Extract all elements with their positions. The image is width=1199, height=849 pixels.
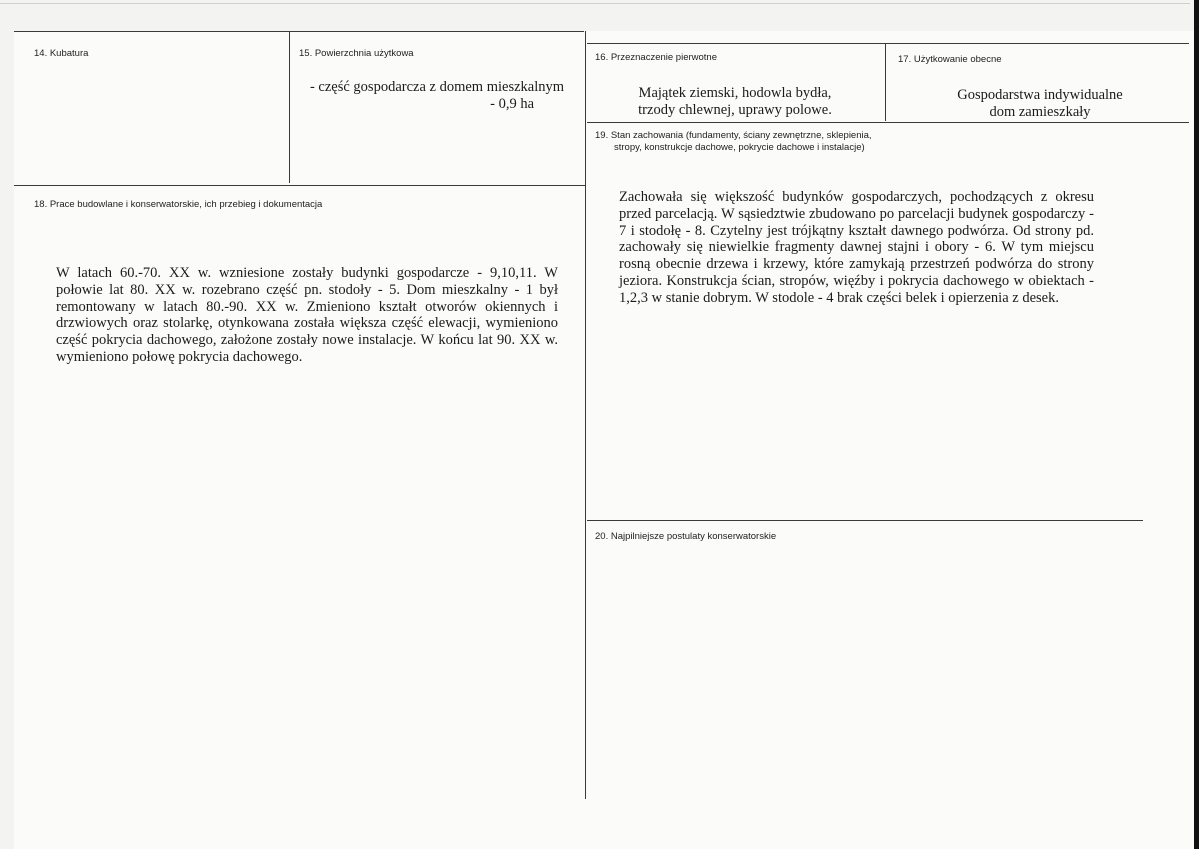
scan-right-edge [1194, 0, 1199, 849]
powierzchnia-value-line1: - część gospodarcza z domem mieszkalnym [309, 79, 565, 95]
stan-label-line1: 19. Stan zachowania (fundamenty, ściany zewnętrzne, sklepienia, [595, 130, 872, 141]
prace-text: W latach 60.-70. XX w. wzniesione zostały budynki gospodarcze - 9,10,11. W połowie lat 80. XX w. rozebrano część pn. stodoły - 5. Dom mieszkalny - 1 był remontowany w latach 80.-90. XX w. Zmieniono kształt otworów okiennych i drzwiowych oraz stolarkę, otynkowana została większa część elewacji, wymieniono część pokrycia dachowego, założone zostały nowe instalacje. W końcu lat 90. XX w. wymieniono połowę pokrycia dachowego. [56, 265, 558, 365]
form-page [14, 31, 1199, 849]
powierzchnia-value-line2: - 0,9 ha [490, 96, 534, 112]
przeznaczenie-value-line1: Majątek ziemski, hodowla bydła, [638, 85, 832, 101]
row-divider-right [587, 122, 1189, 123]
divider-16-17 [885, 43, 886, 121]
przeznaczenie-value-line2: trzody chlewnej, uprawy polowe. [638, 102, 832, 118]
scan-top-edge [0, 3, 1190, 4]
main-vertical-divider [585, 31, 586, 799]
divider-20 [587, 520, 1143, 521]
divider-14-15 [289, 31, 290, 183]
postulaty-label: 20. Najpilniejsze postulaty konserwatorskie [595, 531, 777, 542]
stan-label-line2: stropy, konstrukcje dachowe, pokrycie dachowe i instalacje) [614, 142, 865, 153]
powierzchnia-label: 15. Powierzchnia użytkowa [299, 48, 414, 59]
top-border-right [587, 43, 1189, 44]
row-divider-left [14, 185, 586, 186]
uzytkowanie-value-line1: Gospodarstwa indywidualne [957, 87, 1123, 103]
prace-label: 18. Prace budowlane i konserwatorskie, ich przebieg i dokumentacja [34, 199, 323, 210]
top-border [14, 31, 584, 32]
uzytkowanie-label: 17. Użytkowanie obecne [898, 54, 1002, 65]
stan-text: Zachowała się większość budynków gospodarczych, pochodzących z okresu przed parcelacją. W sąsiedztwie zbudowano po parcelacji budynek gospodarczy - 7 i stodołę - 8. Czytelny jest trójkątny kształt dawnego podwórza. Od strony pd. zachowały się niewielkie fragmenty dawnej stajni i obory - 6. W tym miejscu rosną obecnie drzewa i krzewy, które zamykają przestrzeń podwórza do strony jeziora. Konstrukcja ścian, stropów, więźby i pokrycia dachowego w obiektach - 1,2,3 w stanie dobrym. W stodole - 4 brak części belek i opierzenia z desek. [619, 189, 1094, 306]
uzytkowanie-value-line2: dom zamieszkały [989, 104, 1091, 120]
przeznaczenie-label: 16. Przeznaczenie pierwotne [595, 52, 717, 63]
kubatura-label: 14. Kubatura [34, 48, 89, 59]
